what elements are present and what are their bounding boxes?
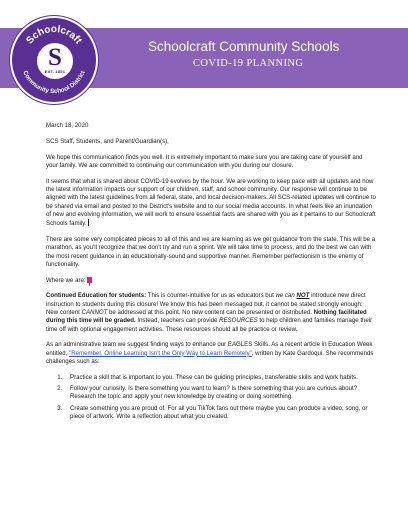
continued-education-heading: Continued Education for students:	[46, 292, 147, 300]
paragraph-continued-education	[46, 292, 376, 333]
letter-salutation: SCS Staff, Students, and Parent/Guardian(s),	[46, 137, 169, 145]
eagles-skills-text-b: , written by Kate Gardoqui. She recommends challenges such as:	[46, 349, 374, 366]
seal-letter: S	[48, 44, 62, 71]
article-link[interactable]: "Remember, Online Learning Isn't the Only Way to Learn Remotely"	[69, 349, 252, 357]
seal-center	[36, 42, 74, 80]
where-we-are-label: Where we are:	[46, 276, 86, 284]
paragraph-marathon: There are some very complicated pieces to all of this and we are learning as we get guidance from the state. This will be a marathon, as you'll recognize that we don't try and run a sprint. We will take time to process, and do the best we can with the most recent guidance in an educationally-sound and supportive manner. Remember perfectionism is the enemy of functionality.	[46, 235, 376, 268]
cannot-emphasis: CANNOT	[81, 309, 108, 317]
continued-education-text-a: This is counter-intuitive for us as educators but	[146, 292, 276, 300]
resources-emphasis: RESOURCES	[219, 317, 258, 325]
pushpin-icon	[87, 277, 92, 283]
we-can-text: we can	[275, 292, 297, 300]
paragraph-updates	[46, 178, 376, 229]
challenges-list	[46, 374, 376, 421]
letter-date: March 18, 2020	[46, 122, 89, 129]
continued-education-text-e: to help children and families manage their time off with optional engagement activities. These resources should all be practice or review.	[46, 317, 373, 333]
paragraph-updates-text: It seems that what is shared about COVID-19 evolves by the hour. We are working to keep pace with all updates and how the latest information impacts our support of our children, staff, and school community. Our response will continue to be aligned with the latest guidelines from all federal, state, and local decision-makers. All SCS-related updates will continue to be shared via email and posted to the District's website and to our social media accounts. In what feels like an inundation of new and evolving information, we will work to ensure essential facts are shared with you as it pertains to our Schoolcraft Schools family.	[46, 177, 376, 228]
paragraph-wellbeing: We hope this communication finds you well. It is extremely important to make sure you are taking care of yourself and your family. We are committed to continuing our communication with you during our closure.	[46, 153, 363, 169]
list-item: 3. Create something you are proud of. For all you TikTok fans out there maybe you can produce a video, song, or piece of artwork. Write a reflection about what you created.	[64, 405, 376, 422]
covid-planning-subtitle: COVID-19 PLANNING	[193, 58, 304, 69]
seal-bottom-text: Community School District	[21, 69, 87, 96]
paragraph-eagles-skills	[46, 341, 376, 366]
text-cursor	[88, 219, 89, 226]
district-title: Schoolcraft Community Schools	[148, 39, 340, 54]
eagles-skills-text-a: As an administrative team we suggest finding ways to enhance our EAGLES Skills. As a recent article in Education Week entitled,	[46, 341, 373, 357]
continued-education-text-c: be addressed at this point. No new content can be presented or distributed.	[107, 309, 314, 317]
continued-education-text-b: introduce new direct instruction to students during this closure! We know this has been messaged but, it cannot be stated strongly enough: New content	[46, 292, 366, 317]
continued-education-text-d: Instead, teachers can provide	[135, 317, 220, 325]
where-we-are-line	[46, 277, 376, 285]
list-item: 2. Follow your curiosity. Is there something you want to learn? Is there something that you are curious about? Research the topic and apply your new knowledge by creating or doing something.	[64, 385, 376, 402]
not-emphasis: NOT	[296, 292, 310, 300]
seal-established: EST. 1851	[44, 69, 66, 74]
seal-top-text: Schoolcraft	[24, 23, 84, 47]
not-graded-emphasis: Nothing facilitated during this time will be graded.	[46, 309, 367, 325]
district-seal-logo	[10, 16, 98, 104]
list-item: 1. Practice a skill that is important to you. These can be guiding principles, transferable skills and work habits.	[64, 374, 376, 382]
letter-body	[46, 122, 376, 424]
